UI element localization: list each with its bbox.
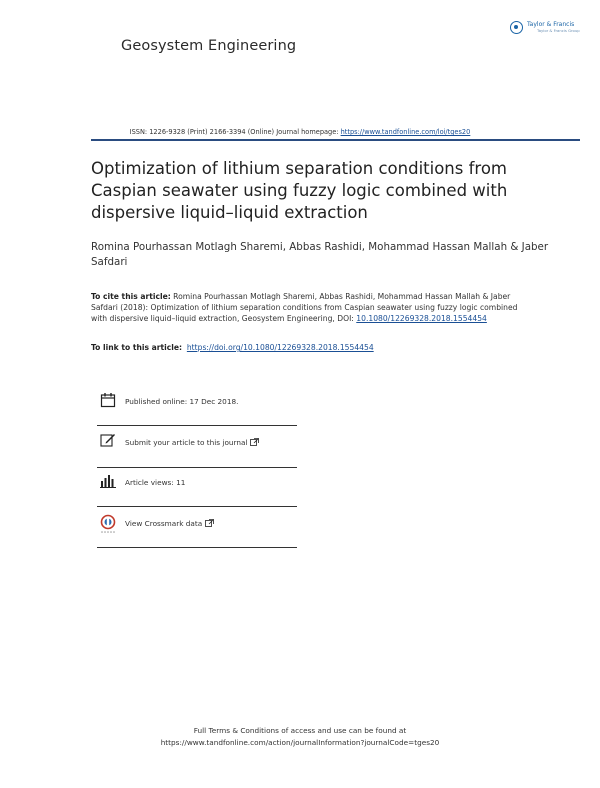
bar-chart-icon	[100, 473, 116, 489]
submit-article-text: Submit your article to this journal	[125, 438, 248, 447]
edit-icon	[100, 432, 116, 448]
issn-line	[0, 128, 600, 136]
divider	[97, 467, 297, 468]
crossmark-text: View Crossmark data	[125, 519, 203, 528]
published-online-text: Published online: 17 Dec 2018.	[125, 397, 239, 406]
published-online-item	[97, 388, 297, 430]
publisher-logo[interactable]	[510, 17, 580, 37]
divider	[97, 425, 297, 426]
article-link-line	[91, 343, 374, 352]
external-link-icon	[205, 519, 214, 527]
journal-homepage-link[interactable]: https://www.tandfonline.com/loi/tges20	[340, 128, 471, 136]
external-link-icon	[250, 438, 259, 446]
publisher-logo-text: Taylor & Francis	[527, 20, 575, 28]
submit-article-item[interactable]	[97, 430, 297, 472]
citation-label: To cite this article:	[91, 292, 171, 301]
crossmark-icon	[100, 514, 116, 530]
footer	[0, 725, 600, 749]
article-title: Optimization of lithium separation conditions from Caspian seawater using fuzzy logic combined with dispersive liquid–liquid extraction	[91, 159, 508, 222]
divider	[97, 506, 297, 507]
journal-name: Geosystem Engineering	[121, 38, 297, 54]
citation-block	[91, 291, 531, 325]
article-link-label: To link to this article:	[91, 343, 183, 352]
footer-terms-text: Full Terms & Conditions of access and use can be found at	[193, 726, 407, 735]
article-authors: Romina Pourhassan Motlagh Sharemi, Abbas Rashidi, Mohammad Hassan Mallah & Jaber Safdari	[91, 241, 549, 268]
header-rule	[91, 139, 580, 141]
publisher-logo-subtext: Taylor & Francis Group	[537, 27, 580, 33]
citation-doi-link[interactable]: 10.1080/12269328.2018.1554454	[356, 314, 487, 324]
divider	[97, 547, 297, 548]
crossmark-link[interactable]	[125, 519, 214, 528]
publisher-logo-icon	[510, 21, 523, 34]
issn-text: ISSN: 1226-9328 (Print) 2166-3394 (Online) Journal homepage:	[129, 128, 341, 136]
crossmark-item[interactable]	[97, 514, 297, 556]
citation-text: Romina Pourhassan Motlagh Sharemi, Abbas Rashidi, Mohammad Hassan Mallah & Jaber Safdari (2018): Optimization of lithium separation conditions from Caspian seawater using fuzzy logic combined with dispersive liquid–liquid extraction, Geosystem Engineering, DOI:	[91, 292, 518, 324]
footer-journal-link[interactable]: https://www.tandfonline.com/action/journalInformation?journalCode=tges20	[160, 738, 440, 747]
article-views-item	[97, 472, 297, 514]
article-doi-link[interactable]: https://doi.org/10.1080/12269328.2018.1554454	[186, 343, 374, 352]
submit-article-link[interactable]	[125, 438, 259, 447]
calendar-icon	[100, 392, 116, 408]
article-views-text: Article views: 11	[125, 478, 186, 487]
